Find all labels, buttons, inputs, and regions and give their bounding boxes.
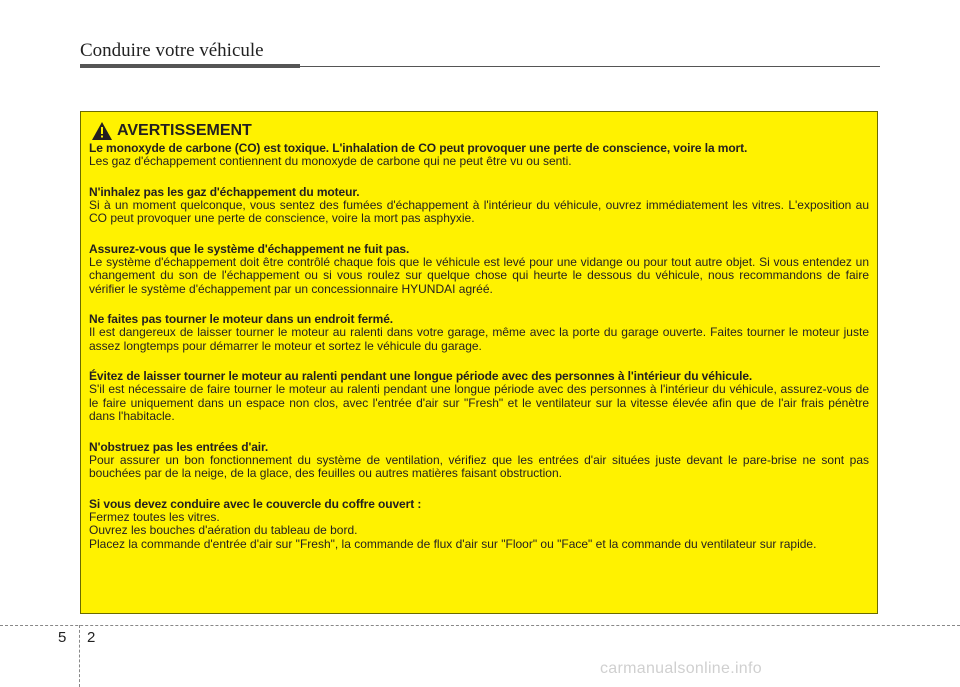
footer-divider: [79, 625, 80, 687]
section-title: Le monoxyde de carbone (CO) est toxique. L'inhalation de CO peut provoquer une perte de conscience, voire la mort.: [89, 141, 748, 155]
section-title: Ne faites pas tourner le moteur dans un endroit fermé.: [89, 312, 393, 326]
section-body: Pour assurer un bon fonctionnement du système de ventilation, vérifiez que les entrées d'air situées juste devant le pare-brise ne sont pas bouchées par de la neige, de la glace, des feuilles ou autres matières faisant obstruction.: [89, 452, 869, 480]
section-title: Si vous devez conduire avec le couvercle du coffre ouvert :: [89, 496, 422, 511]
warning-section: [89, 186, 869, 226]
warning-section: [89, 498, 869, 552]
warning-section: [89, 243, 869, 297]
section-body: Si à un moment quelconque, vous sentez des fumées d'échappement à l'intérieur du véhicule, ouvrez immédiatement les vitres. L'exposition au CO peut provoquer une perte de conscience, voire la mort pas asphyxie.: [89, 197, 869, 225]
spacer: [89, 424, 869, 441]
warning-section: [89, 370, 869, 424]
header-title: Conduire votre véhicule: [80, 40, 264, 61]
warning-triangle-icon: [91, 121, 113, 141]
section-title: Assurez-vous que le système d'échappement ne fuit pas.: [89, 241, 410, 256]
section-title: N'inhalez pas les gaz d'échappement du moteur.: [89, 184, 360, 199]
spacer: [89, 169, 869, 186]
spacer: [89, 296, 869, 313]
watermark: carmanualsonline.info: [600, 660, 762, 677]
spacer: [89, 353, 869, 370]
section-body: Les gaz d'échappement contiennent du monoxyde de carbone qui ne peut être vu ou senti.: [89, 154, 572, 168]
section-body: Placez la commande d'entrée d'air sur "Fresh", la commande de flux d'air sur "Floor" ou "Face" et la commande du ventilateur sur rapide.: [89, 536, 817, 551]
warning-header: [91, 120, 869, 142]
warning-title: AVERTISSEMENT: [117, 122, 252, 139]
section-body: Le système d'échappement doit être contrôlé chaque fois que le véhicule est levé pour une vidange ou pour tout autre objet. Si vous entendez un changement du son de l'échappement ou si vous roulez sur quelque chose qui heurte le dessous du véhicule, nous recommandons de faire vérifier le système d'échappement par un concessionnaire HYUNDAI agréé.: [89, 254, 869, 296]
warning-section: [89, 441, 869, 481]
spacer: [89, 226, 869, 243]
warning-box: [80, 111, 878, 614]
page-number: 2: [87, 629, 96, 646]
chapter-number: 5: [58, 629, 67, 646]
warning-section: [89, 142, 869, 169]
section-body: Fermez toutes les vitres.: [89, 509, 220, 524]
warning-section: [89, 313, 869, 353]
section-body: Ouvrez les bouches d'aération du tableau de bord.: [89, 523, 358, 537]
section-title: N'obstruez pas les entrées d'air.: [89, 439, 269, 454]
section-body: Il est dangereux de laisser tourner le moteur au ralenti dans votre garage, même avec la porte du garage ouverte. Faites tourner le moteur juste assez longtemps pour démarrer le moteur et sortez le véhicule du garage.: [89, 325, 869, 353]
header-rule: [80, 66, 880, 67]
footer-rule: [0, 625, 960, 626]
section-title: Évitez de laisser tourner le moteur au ralenti pendant une longue période avec des personnes à l'intérieur du véhicule.: [89, 369, 753, 383]
section-body: S'il est nécessaire de faire tourner le moteur au ralenti pendant une longue période avec des personnes à l'intérieur du véhicule, assurez-vous de le faire uniquement dans un espace non clos, avec l'entrée d'air sur "Fresh" et le ventilateur sur la vitesse élevée afin que de l'air frais pénètre dans l'habitacle.: [89, 382, 869, 423]
spacer: [89, 481, 869, 498]
